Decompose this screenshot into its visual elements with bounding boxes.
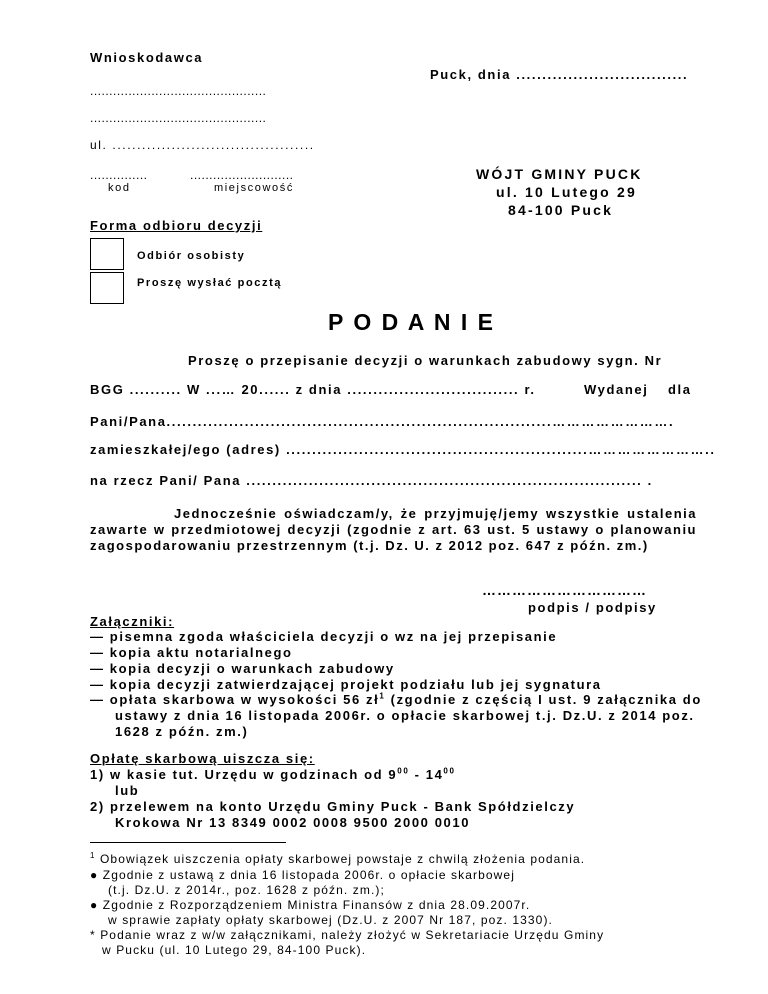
signature-label: podpis / podpisy — [528, 600, 657, 615]
attachment-item: — pisemna zgoda właściciela decyzji o wz na jej przepisanie — [90, 629, 558, 644]
mail-delivery-checkbox[interactable] — [90, 272, 124, 304]
footnote-1 — [90, 852, 585, 867]
applicant-label: Wnioskodawca — [90, 50, 204, 65]
hour-sup: 00 — [443, 766, 456, 776]
footnote-mark: 1 — [90, 851, 96, 860]
attachments-heading: Załączniki: — [90, 614, 175, 629]
attachment-item: — kopia aktu notarialnego — [90, 645, 293, 660]
signature-dots[interactable]: …………………………… — [482, 582, 647, 598]
declaration-paragraph: Jednocześnie oświadczam/y, że przyjmuję/jemy wszystkie ustalenia zawarte w przedmiotowej decyzji (zgodnie z art. 63 ust. 5 ustawy o planowaniu zagospodarowaniu przestrzennym (t.j. Dz. U. z 2012 poz. 647 z późn. zm.) — [90, 506, 697, 553]
delivery-heading: Forma odbioru decyzji — [90, 218, 263, 233]
footnote-line: w sprawie zapłaty opłaty skarbowej (Dz.U. z 2007 Nr 187, poz. 1330). — [108, 913, 553, 927]
payment-or: lub — [115, 783, 140, 798]
payment-option-2: 2) przelewem na konto Urzędu Gminy Puck - Bank Spółdzielczy — [90, 799, 576, 814]
street-field[interactable]: ul. ......................................... — [90, 138, 315, 152]
bank-account: Krokowa Nr 13 8349 0002 0008 9500 2000 0010 — [115, 815, 471, 830]
city-field[interactable]: ........................... — [190, 168, 294, 182]
hour-sup: 00 — [397, 766, 410, 776]
postal-code-label: kod — [108, 182, 131, 194]
city-label: miejscowość — [214, 182, 294, 194]
request-line-2[interactable]: BGG .......... W ...… 20...... z dnia ................................. r. — [90, 382, 536, 397]
payment-heading: Opłatę skarbową uiszcza się: — [90, 751, 315, 766]
postal-code-field[interactable]: ............... — [90, 168, 148, 182]
payment-option-1 — [90, 767, 456, 782]
request-for-label: dla — [668, 382, 692, 397]
page-title: P O D A N I E — [328, 309, 496, 335]
address-field[interactable]: zamieszkałej/ego (adres) ..........................................................…………………….. — [90, 442, 716, 457]
footnote-separator — [90, 842, 286, 843]
fee-line-3: 1628 z późn. zm.) — [115, 724, 249, 739]
footnote-text: Obowiązek uiszczenia opłaty skarbowej powstaje z chwilą złożenia podania. — [95, 852, 586, 866]
request-line-1: Proszę o przepisanie decyzji o warunkach zabudowy sygn. Nr — [188, 353, 663, 368]
place-date-field[interactable]: Puck, dnia ................................. — [430, 67, 689, 82]
footnote-ref: 1 — [379, 691, 386, 701]
footnote-line: ● Zgodnie z ustawą z dnia 16 listopada 2006r. o opłacie skarbowej — [90, 868, 515, 882]
fee-text-cont: (zgodnie z częścią I ust. 9 załącznika do — [385, 692, 702, 707]
payment-cash-text-cont: - 14 — [409, 767, 444, 782]
beneficiary-field[interactable]: na rzecz Pani/ Pana ............................................................................ . — [90, 473, 653, 488]
footnote-line: w Pucku (ul. 10 Lutego 29, 84-100 Puck). — [102, 943, 367, 957]
recipient-line-2: ul. 10 Lutego 29 — [496, 184, 637, 200]
mail-delivery-label: Proszę wysłać pocztą — [137, 277, 283, 289]
name-field[interactable]: Pani/Pana..........................................................................……………………. — [90, 414, 675, 429]
fee-text: — opłata skarbowa w wysokości 56 zł — [90, 692, 380, 707]
footnote-line: (t.j. Dz.U. z 2014r., poz. 1628 z późn. zm.); — [108, 883, 385, 897]
attachment-fee-item — [90, 692, 702, 707]
fee-line-2: ustawy z dnia 16 listopada 2006r. o opłacie skarbowej t.j. Dz.U. z 2014 poz. — [115, 708, 695, 723]
personal-pickup-checkbox[interactable] — [90, 238, 124, 270]
recipient-line-3: 84-100 Puck — [508, 202, 614, 218]
attachment-item: — kopia decyzji o warunkach zabudowy — [90, 661, 395, 676]
recipient-line-1: WÓJT GMINY PUCK — [476, 166, 643, 182]
payment-cash-text: 1) w kasie tut. Urzędu w godzinach od 9 — [90, 767, 398, 782]
applicant-name-line[interactable]: .............................................. — [90, 84, 267, 98]
request-issued-label: Wydanej — [584, 382, 649, 397]
footnote-line: * Podanie wraz z w/w załącznikami, należy złożyć w Sekretariacie Urzędu Gminy — [90, 928, 605, 942]
personal-pickup-label: Odbiór osobisty — [137, 250, 246, 262]
applicant-name-line-2[interactable]: .............................................. — [90, 111, 267, 125]
footnote-line: ● Zgodnie z Rozporządzeniem Ministra Finansów z dnia 28.09.2007r. — [90, 898, 531, 912]
attachment-item: — kopia decyzji zatwierdzającej projekt podziału lub jej sygnatura — [90, 677, 602, 692]
